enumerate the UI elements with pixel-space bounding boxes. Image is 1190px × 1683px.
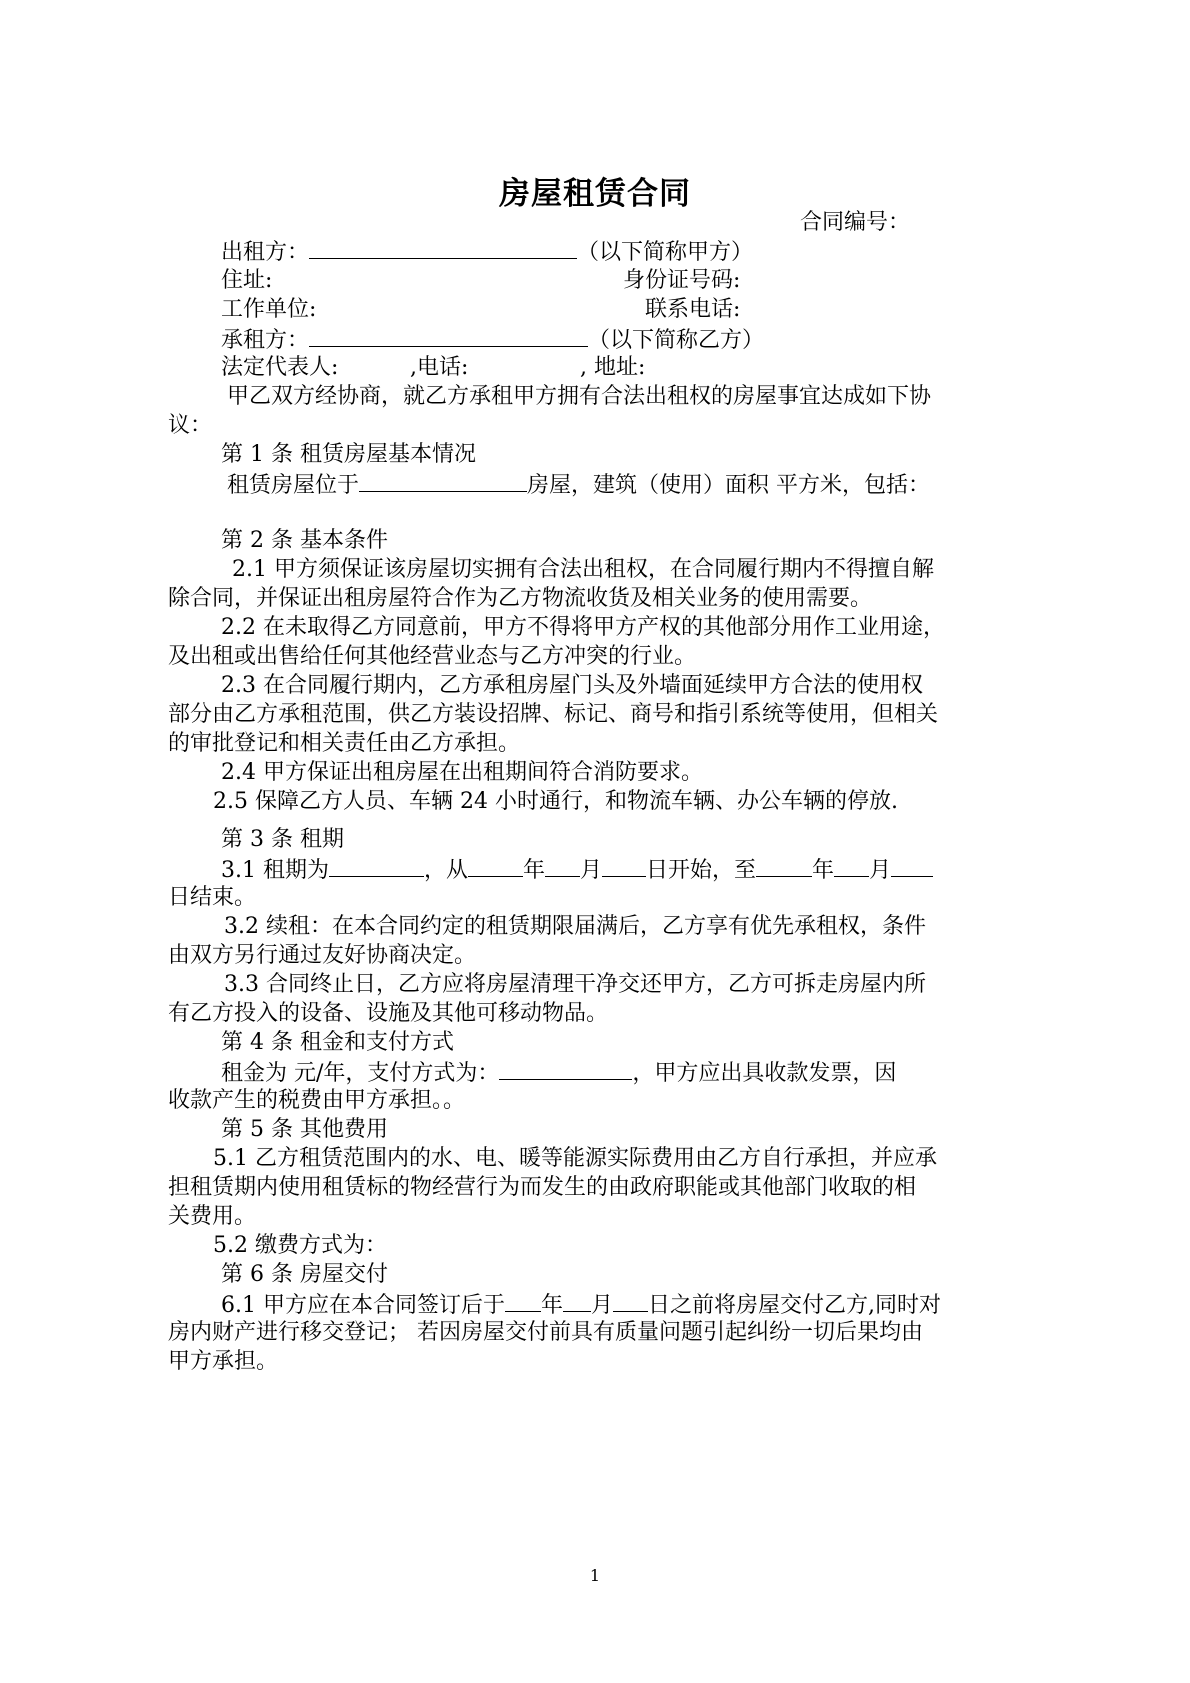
art2-p24: 2.4 甲方保证出租房屋在出租期间符合消防要求。 [221, 760, 703, 785]
contract-number-label: 合同编号： [800, 210, 911, 235]
art3-p31-line-1 [221, 854, 933, 886]
delivery-month-blank [563, 1289, 591, 1312]
art1-part-a: 租赁房屋位于 [227, 473, 360, 498]
intro-line-1: 甲乙双方经协商，就乙方承租甲方拥有合法出租权的房屋事宜达成如下协 [227, 384, 932, 409]
start-year-blank [468, 854, 523, 877]
article-5-heading: 第 5 条 其他费用 [221, 1117, 388, 1142]
lease-term-blank [329, 854, 424, 877]
start-day-label: 日开始，至 [646, 858, 757, 883]
art2-p25: 2.5 保障乙方人员、车辆 24 小时通行，和物流车辆、办公车辆的停放. [213, 789, 898, 814]
article-1-heading: 第 1 条 租赁房屋基本情况 [221, 442, 476, 467]
article-4-heading: 第 4 条 租金和支付方式 [221, 1030, 454, 1055]
lessee-label: 承租方： [221, 328, 310, 353]
address-label: 住址: [221, 268, 273, 293]
phone-label: 联系电话: [645, 297, 741, 322]
lessee-blank [309, 324, 588, 347]
year-label: 年 [540, 1293, 563, 1318]
art5-p51-line-1: 5.1 乙方租赁范围内的水、电、暖等能源实际费用由乙方自行承担，并应承 [213, 1146, 937, 1171]
year-label: 年 [812, 858, 835, 883]
end-month-blank [834, 854, 869, 877]
delivery-year-blank [505, 1289, 541, 1312]
art2-p23-line-1: 2.3 在合同履行期内，乙方承租房屋门头及外墙面延续甲方合法的使用权 [221, 673, 923, 698]
art3-p31-a: 3.1 租期为 [221, 858, 329, 883]
start-day-blank [602, 854, 646, 877]
article-2-heading: 第 2 条 基本条件 [221, 528, 388, 553]
art3-p31-line-2: 日结束。 [168, 885, 257, 910]
page-title: 房屋租赁合同 [499, 176, 691, 212]
art2-p23-line-3: 的审批登记和相关责任由乙方承担。 [168, 731, 521, 756]
art6-p61-b: 日之前将房屋交付乙方,同时对 [648, 1293, 942, 1318]
legal-rep-label: 法定代表人: [221, 355, 339, 380]
article-6-heading: 第 6 条 房屋交付 [221, 1262, 388, 1287]
art1-location-blank [359, 469, 527, 492]
legal-rep-address-label: , 地址: [580, 355, 646, 380]
end-year-blank [756, 854, 812, 877]
art5-p51-line-3: 关费用。 [168, 1204, 257, 1229]
art3-p33-line-2: 有乙方投入的设备、设施及其他可移动物品。 [168, 1001, 609, 1026]
art6-p61-line-2: 房内财产进行移交登记； 若因房屋交付前具有质量问题引起纠纷一切后果均由 [168, 1320, 923, 1345]
art3-p31-b: ，从 [423, 858, 468, 883]
art1-part-b: 房屋，建筑（使用）面积 平方米，包括： [527, 473, 931, 498]
lessor-label: 出租方： [221, 240, 310, 265]
art4-part-a: 租金为 元/年，支付方式为： [221, 1061, 500, 1086]
payment-method-blank [499, 1057, 632, 1080]
art2-p21-line-2: 除合同，并保证出租房屋符合作为乙方物流收货及相关业务的使用需要。 [168, 586, 873, 611]
id-number-label: 身份证号码: [623, 268, 741, 293]
lessee-suffix: （以下简称乙方） [588, 328, 765, 353]
art6-p61-line-3: 甲方承担。 [168, 1349, 279, 1374]
year-label: 年 [523, 858, 546, 883]
lessor-blank [309, 236, 577, 259]
page-number: 1 [589, 1566, 601, 1585]
art5-p52: 5.2 缴费方式为： [213, 1233, 387, 1258]
art4-part-b: ，甲方应出具收款发票，因 [632, 1061, 897, 1086]
month-label: 月 [580, 858, 603, 883]
month-label: 月 [591, 1293, 614, 1318]
art2-p22-line-2: 及出租或出售给任何其他经营业态与乙方冲突的行业。 [168, 644, 697, 669]
article-1-line [227, 469, 930, 501]
art2-p23-line-2: 部分由乙方承租范围，供乙方装设招牌、标记、商号和指引系统等使用，但相关 [168, 702, 939, 727]
art2-p22-line-1: 2.2 在未取得乙方同意前，甲方不得将甲方产权的其他部分用作工业用途， [221, 615, 945, 640]
month-label: 月 [869, 858, 892, 883]
art6-p61-line-1 [221, 1289, 941, 1321]
lessor-suffix: （以下简称甲方） [577, 240, 754, 265]
art3-p32-line-2: 由双方另行通过友好协商决定。 [168, 943, 477, 968]
intro-line-2: 议： [168, 413, 213, 438]
end-day-blank [891, 854, 933, 877]
art4-line-1 [221, 1057, 896, 1089]
start-month-blank [545, 854, 580, 877]
lessee-line [221, 324, 764, 356]
legal-rep-phone-label: ,电话: [410, 355, 469, 380]
art4-line-2: 收款产生的税费由甲方承担。。 [168, 1088, 466, 1113]
delivery-day-blank [613, 1289, 648, 1312]
art3-p33-line-1: 3.3 合同终止日，乙方应将房屋清理干净交还甲方，乙方可拆走房屋内所 [224, 972, 926, 997]
art3-p32-line-1: 3.2 续租：在本合同约定的租赁期限届满后，乙方享有优先承租权，条件 [224, 914, 926, 939]
art5-p51-line-2: 担租赁期内使用租赁标的物经营行为而发生的由政府职能或其他部门收取的相 [168, 1175, 917, 1200]
employer-label: 工作单位: [221, 297, 317, 322]
lessor-line [221, 236, 753, 268]
article-3-heading: 第 3 条 租期 [221, 827, 344, 852]
art2-p21-line-1: 2.1 甲方须保证该房屋切实拥有合法出租权，在合同履行期内不得擅自解 [232, 557, 934, 582]
art6-p61-a: 6.1 甲方应在本合同签订后于 [221, 1293, 505, 1318]
